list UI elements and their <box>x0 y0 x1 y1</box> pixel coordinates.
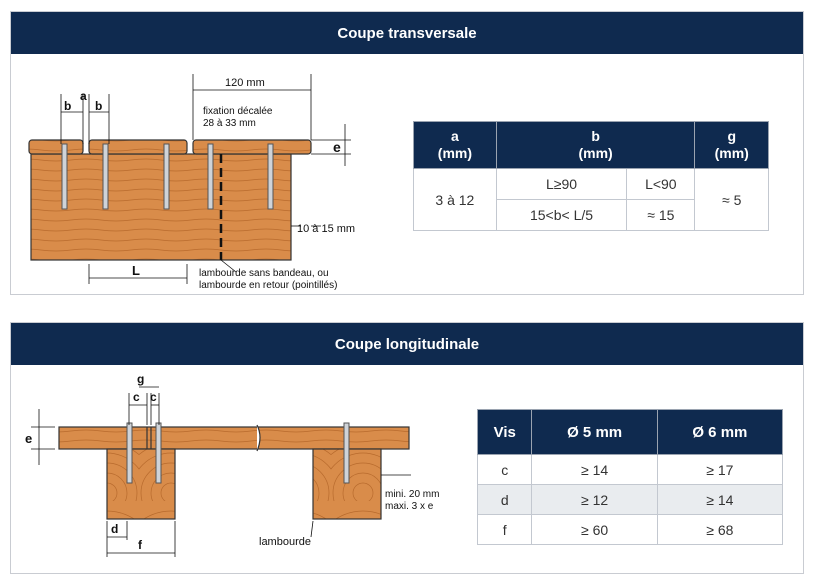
header-a: a (mm) <box>414 122 497 169</box>
screw <box>156 423 161 483</box>
screw <box>268 144 273 209</box>
joist-left <box>107 449 175 519</box>
cell-d6: ≥ 14 <box>657 485 782 515</box>
longitudinal-section-diagram <box>11 365 451 573</box>
cell-d6: ≥ 68 <box>657 515 782 545</box>
deck-plank <box>59 427 409 449</box>
label-g: g <box>137 372 145 386</box>
label-b-left: b <box>64 99 72 113</box>
screw <box>208 144 213 209</box>
cell-a-value: 3 à 12 <box>414 169 497 231</box>
joist-beam <box>31 154 291 260</box>
label-e: e <box>25 431 33 446</box>
label-a: a <box>80 89 87 103</box>
label-maxi: maxi. 3 x e <box>385 501 434 512</box>
screw-spec-table <box>477 409 783 545</box>
panel-title: Coupe transversale <box>11 12 803 54</box>
label-L: L <box>132 263 140 278</box>
table-row <box>478 485 783 515</box>
cell-g-value: ≈ 5 <box>695 169 769 231</box>
header-vis: Vis <box>478 410 532 455</box>
screw <box>344 423 349 483</box>
cell-d5: ≥ 12 <box>532 485 657 515</box>
header-g: g (mm) <box>695 122 769 169</box>
label-lambourde-note-1: lambourde sans bandeau, ou <box>199 268 329 279</box>
table-row <box>478 515 783 545</box>
label-lambourde: lambourde <box>259 536 311 548</box>
row-label: c <box>478 455 532 485</box>
coupe-longitudinale-panel <box>10 322 804 574</box>
header-b: b (mm) <box>496 122 695 169</box>
cell-b-row2-right: ≈ 15 <box>627 200 695 231</box>
header-d5: Ø 5 mm <box>532 410 657 455</box>
label-fixation-2: 28 à 33 mm <box>203 118 256 129</box>
label-lambourde-note-2: lambourde en retour (pointillés) <box>199 280 338 291</box>
screw <box>62 144 67 209</box>
label-fixation-1: fixation décalée <box>203 106 273 117</box>
cell-d6: ≥ 17 <box>657 455 782 485</box>
cell-d5: ≥ 60 <box>532 515 657 545</box>
label-f: f <box>138 538 142 552</box>
label-width-120: 120 mm <box>225 77 265 89</box>
transverse-section-diagram <box>11 54 401 294</box>
coupe-transversale-panel <box>10 11 804 295</box>
cell-d5: ≥ 14 <box>532 455 657 485</box>
deck-board-1 <box>29 140 83 154</box>
label-e: e <box>333 139 341 155</box>
cell-b-row2-left: 15<b< L/5 <box>496 200 626 231</box>
label-overhang: 10 à 15 mm <box>297 223 356 235</box>
screw <box>127 423 132 483</box>
header-d6: Ø 6 mm <box>657 410 782 455</box>
transverse-spec-table <box>413 121 769 231</box>
row-label: d <box>478 485 532 515</box>
screw <box>103 144 108 209</box>
label-mini: mini. 20 mm <box>385 489 440 500</box>
label-d: d <box>111 522 119 536</box>
label-b-right: b <box>95 99 103 113</box>
screw <box>164 144 169 209</box>
cell-b-row1-left: L≥90 <box>496 169 626 200</box>
table-row <box>478 455 783 485</box>
label-c1: c <box>133 390 140 404</box>
panel-title: Coupe longitudinale <box>11 323 803 365</box>
label-c2: c <box>150 390 157 404</box>
row-label: f <box>478 515 532 545</box>
cell-b-row1-right: L<90 <box>627 169 695 200</box>
